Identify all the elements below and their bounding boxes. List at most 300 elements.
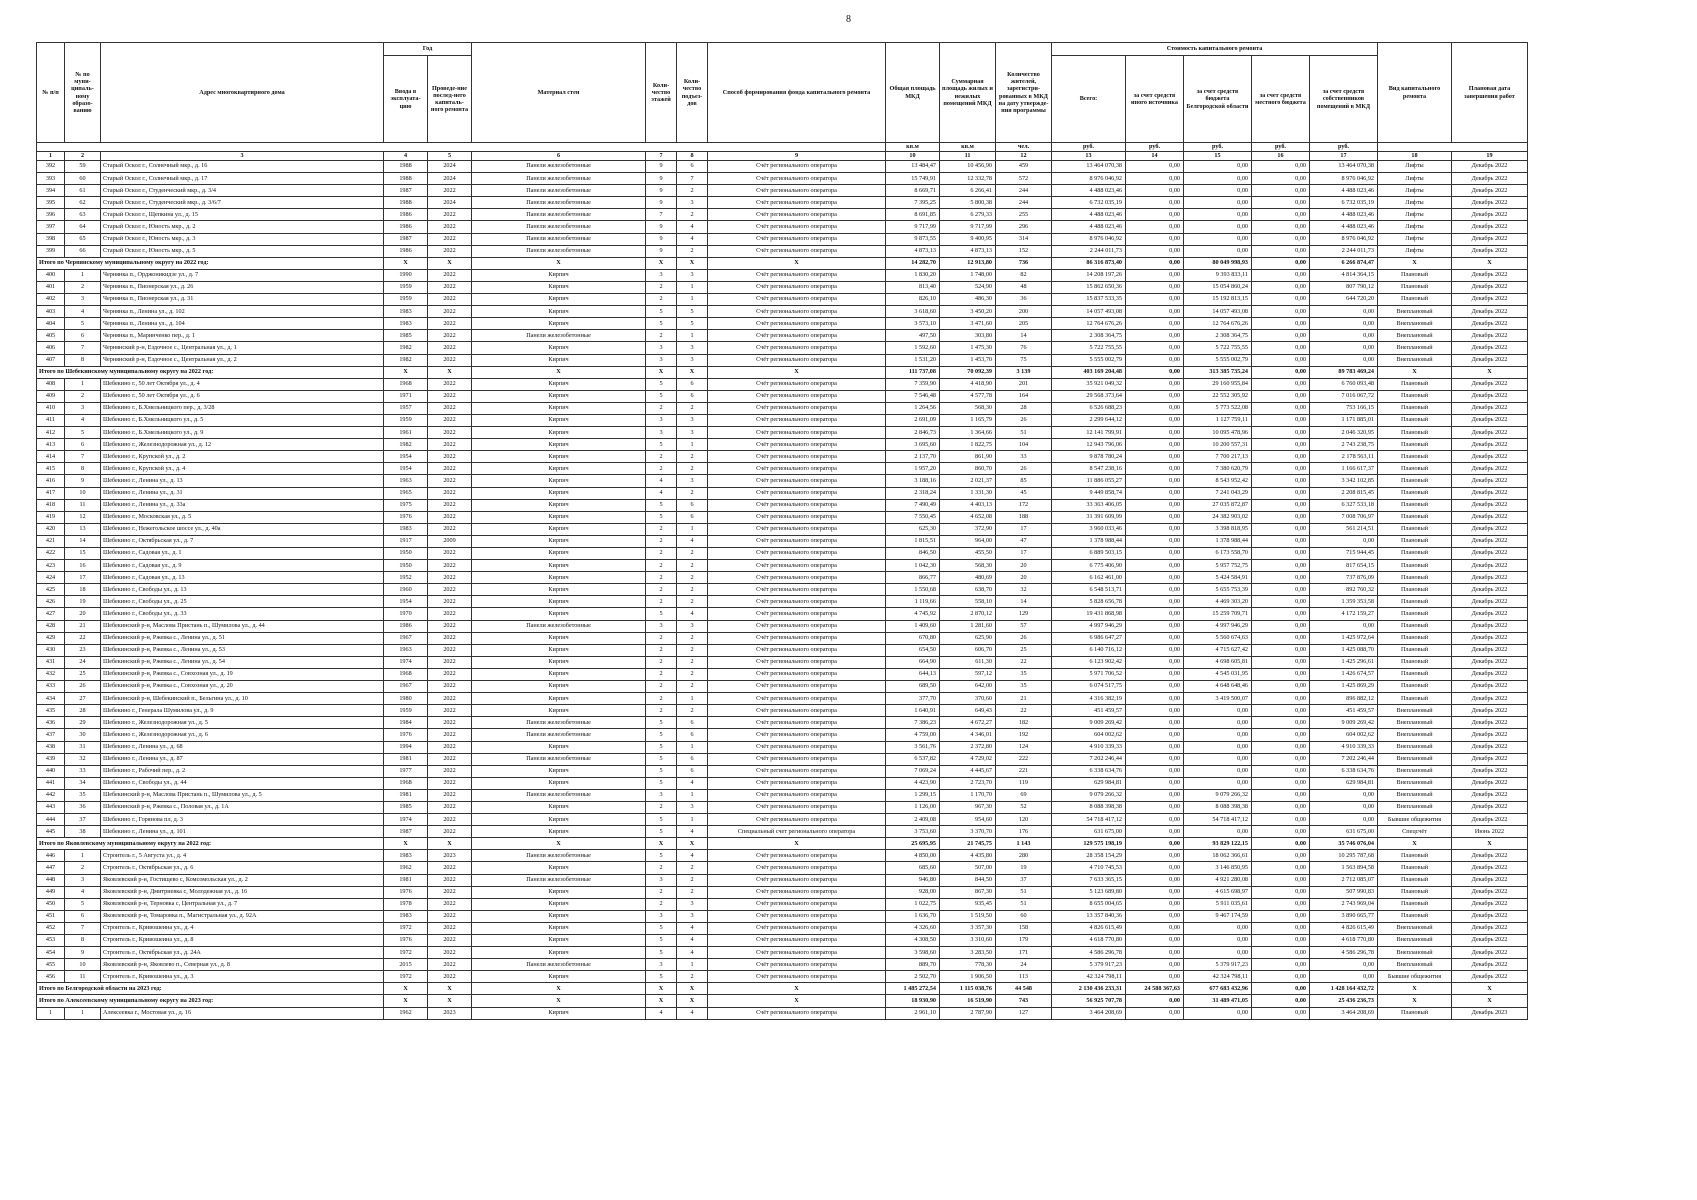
subtotal-cell: X [1378, 838, 1452, 850]
header-col-5: Проведе-ние послед-него капиталь-ного ремонта [428, 56, 472, 143]
table-cell: 1 119,66 [886, 596, 940, 608]
table-cell: Счёт регионального оператора [708, 209, 886, 221]
table-cell: 480,69 [940, 572, 996, 584]
table-cell: 1976 [384, 729, 428, 741]
subtotal-cell: 0,00 [1252, 257, 1310, 269]
subtotal-row [37, 995, 1528, 1007]
table-cell: 35 [65, 789, 101, 801]
table-cell: 10 295 787,68 [1310, 850, 1378, 862]
table-cell: Шебекино г., Крупской ул., д. 2 [101, 451, 384, 463]
table-cell: 2022 [428, 185, 472, 197]
table-row [37, 862, 1528, 874]
table-cell: Шебекинский р-н, Ржевка с., Ленина ул., д. 51 [101, 632, 384, 644]
table-cell: 0,00 [1252, 886, 1310, 898]
table-cell: Панели железобетонные [472, 173, 646, 185]
table-row [37, 535, 1528, 547]
subtotal-cell: X [384, 995, 428, 1007]
table-cell: 1976 [384, 511, 428, 523]
table-cell: 2022 [428, 947, 472, 959]
subtotal-title: Итого по Яковлевскому муниципальному округу на 2022 год: [37, 838, 384, 850]
table-cell: 1971 [384, 390, 428, 402]
table-cell: 446 [37, 850, 65, 862]
table-cell: Панели железобетонные [472, 221, 646, 233]
table-cell: 5 [677, 318, 708, 330]
table-cell: 3 [677, 269, 708, 281]
header-year-group: Год [384, 43, 472, 56]
table-cell: 9 [646, 245, 677, 257]
table-cell: 9 [646, 233, 677, 245]
table-cell: 5 [646, 318, 677, 330]
table-cell: 6 986 647,27 [1052, 632, 1126, 644]
table-cell: 370,60 [940, 693, 996, 705]
table-cell: 405 [37, 330, 65, 342]
table-row [37, 499, 1528, 511]
table-row [37, 221, 1528, 233]
table-cell: 0,00 [1252, 620, 1310, 632]
table-cell: 1 425 296,61 [1310, 656, 1378, 668]
table-cell: 497,50 [886, 330, 940, 342]
table-row [37, 197, 1528, 209]
table-cell: Декабрь 2022 [1452, 475, 1528, 487]
table-cell: 2024 [428, 161, 472, 173]
subtotal-cell: 12 913,80 [940, 257, 996, 269]
table-cell: 3 419 500,07 [1184, 693, 1252, 705]
table-cell: 629 984,81 [1052, 777, 1126, 789]
table-row [37, 294, 1528, 306]
table-cell: Лифты [1378, 221, 1452, 233]
table-cell: 31 [65, 741, 101, 753]
table-cell: Плановый [1378, 632, 1452, 644]
table-cell: 0,00 [1126, 354, 1184, 366]
table-cell: 4 672,27 [940, 717, 996, 729]
table-cell: 0,00 [1252, 1007, 1310, 1019]
table-cell: 0,00 [1126, 741, 1184, 753]
table-cell: 14 [65, 535, 101, 547]
table-cell: Плановый [1378, 644, 1452, 656]
column-number-cell: 1 [37, 152, 65, 161]
table-cell: Внеплановый [1378, 705, 1452, 717]
subtotal-cell: 86 316 873,40 [1052, 257, 1126, 269]
table-cell: 445 [37, 826, 65, 838]
table-cell: 416 [37, 475, 65, 487]
table-cell: 2 712 085,07 [1310, 874, 1378, 886]
table-cell: Счёт регионального оператора [708, 221, 886, 233]
table-cell: 64 [65, 221, 101, 233]
table-cell: Кирпич [472, 705, 646, 717]
table-cell: 4 997 946,29 [1184, 620, 1252, 632]
table-row [37, 668, 1528, 680]
table-cell: 414 [37, 451, 65, 463]
table-cell: 8 543 952,42 [1184, 475, 1252, 487]
table-cell: 2009 [428, 535, 472, 547]
table-cell: 8 [65, 354, 101, 366]
table-cell: 3 960 033,46 [1052, 523, 1126, 535]
table-cell: 0,00 [1126, 414, 1184, 426]
table-cell: Плановый [1378, 294, 1452, 306]
table-cell: 844,50 [940, 874, 996, 886]
table-cell: 0,00 [1126, 281, 1184, 293]
table-cell: 2022 [428, 681, 472, 693]
subtotal-cell: X [428, 995, 472, 1007]
header-col-16: за счет средств местного бюджета [1252, 56, 1310, 143]
table-cell: Декабрь 2022 [1452, 390, 1528, 402]
table-cell: 6 [677, 717, 708, 729]
table-cell: 32 [65, 753, 101, 765]
table-cell: 1 [677, 789, 708, 801]
table-cell: 0,00 [1184, 221, 1252, 233]
table-cell: 1 425 869,29 [1310, 681, 1378, 693]
table-cell: Счёт регионального оператора [708, 765, 886, 777]
table-cell: 1 640,91 [886, 705, 940, 717]
table-cell: 0,00 [1126, 608, 1184, 620]
table-cell: 1 550,68 [886, 584, 940, 596]
table-cell: Кирпич [472, 922, 646, 934]
table-cell: 642,00 [940, 681, 996, 693]
table-cell: 1976 [384, 886, 428, 898]
table-cell: 0,00 [1126, 644, 1184, 656]
table-row [37, 729, 1528, 741]
table-cell: 5 [646, 499, 677, 511]
table-cell: 1986 [384, 245, 428, 257]
table-cell: 413 [37, 439, 65, 451]
table-cell: 0,00 [1252, 572, 1310, 584]
table-cell: 2 [646, 886, 677, 898]
table-cell: 5 [646, 390, 677, 402]
table-cell: 1 364,66 [940, 427, 996, 439]
table-cell: 5 379 917,23 [1184, 959, 1252, 971]
table-cell: 62 [65, 197, 101, 209]
table-cell: 2 [677, 451, 708, 463]
table-cell: 4 418,90 [940, 378, 996, 390]
subtotal-cell: X [472, 838, 646, 850]
table-cell: 558,10 [940, 596, 996, 608]
table-cell: 1 906,50 [940, 971, 996, 983]
table-cell: 32 [996, 584, 1052, 596]
table-cell: Шебекинский р-н, Ржевка с., Совхозная ул., д. 20 [101, 681, 384, 693]
table-cell: Счёт регионального оператора [708, 935, 886, 947]
table-cell: 0,00 [1310, 959, 1378, 971]
table-cell: 1 822,75 [940, 439, 996, 451]
table-cell: 2022 [428, 402, 472, 414]
table-cell: 451 [37, 910, 65, 922]
table-cell: Декабрь 2022 [1452, 765, 1528, 777]
table-cell: 2 299 644,12 [1052, 414, 1126, 426]
table-cell: 0,00 [1126, 862, 1184, 874]
table-cell: 12 332,78 [940, 173, 996, 185]
table-cell: 18 [65, 584, 101, 596]
table-cell: 2022 [428, 330, 472, 342]
table-cell: Кирпич [472, 971, 646, 983]
table-cell: 392 [37, 161, 65, 173]
table-cell: 3 [646, 414, 677, 426]
table-cell: 1 126,00 [886, 801, 940, 813]
table-cell: 649,43 [940, 705, 996, 717]
table-cell: 0,00 [1252, 197, 1310, 209]
table-cell: 2022 [428, 886, 472, 898]
table-cell: 2022 [428, 922, 472, 934]
table-cell: 424 [37, 572, 65, 584]
table-cell: Старый Оскол г., Юность мкр., д. 2 [101, 221, 384, 233]
table-cell: 6 [677, 753, 708, 765]
subtotal-cell: X [646, 257, 677, 269]
table-cell: Шебекино г., Садовая ул., д. 1 [101, 548, 384, 560]
table-cell: 0,00 [1252, 741, 1310, 753]
table-cell: Кирпич [472, 801, 646, 813]
table-cell: 406 [37, 342, 65, 354]
table-cell: 1985 [384, 801, 428, 813]
column-number-cell: 9 [708, 152, 886, 161]
table-cell: 4 488 023,46 [1052, 209, 1126, 221]
table-cell: Лифты [1378, 245, 1452, 257]
table-cell: 440 [37, 765, 65, 777]
subtotal-cell: X [472, 995, 646, 1007]
table-cell: 0,00 [1252, 959, 1310, 971]
table-cell: 1 426 674,57 [1310, 668, 1378, 680]
table-cell: 119 [996, 777, 1052, 789]
table-cell: 2 [646, 656, 677, 668]
table-cell: 817 654,15 [1310, 560, 1378, 572]
table-cell: 60 [996, 910, 1052, 922]
table-cell: 0,00 [1252, 342, 1310, 354]
table-cell: Счёт регионального оператора [708, 596, 886, 608]
table-cell: 448 [37, 874, 65, 886]
table-cell: 422 [37, 548, 65, 560]
table-cell: 2 502,70 [886, 971, 940, 983]
table-cell: Плановый [1378, 584, 1452, 596]
table-cell: 2022 [428, 354, 472, 366]
table-cell: 1 171 885,01 [1310, 414, 1378, 426]
table-cell: Кирпич [472, 608, 646, 620]
table-row [37, 681, 1528, 693]
table-cell: 377,70 [886, 693, 940, 705]
table-cell: Декабрь 2022 [1452, 378, 1528, 390]
table-cell: Кирпич [472, 656, 646, 668]
table-cell: 8 691,85 [886, 209, 940, 221]
table-cell: 2022 [428, 463, 472, 475]
table-cell: 26 [996, 463, 1052, 475]
table-cell: Кирпич [472, 947, 646, 959]
table-cell: 0,00 [1252, 233, 1310, 245]
table-cell: 127 [996, 1007, 1052, 1019]
column-number-cell: 17 [1310, 152, 1378, 161]
table-cell: 0,00 [1126, 874, 1184, 886]
table-cell: 411 [37, 414, 65, 426]
table-cell: 2022 [428, 414, 472, 426]
table-cell: 2 961,10 [886, 1007, 940, 1019]
table-cell: Декабрь 2022 [1452, 402, 1528, 414]
table-cell: Счёт регионального оператора [708, 318, 886, 330]
table-cell: Кирпич [472, 572, 646, 584]
table-cell: Плановый [1378, 560, 1452, 572]
table-cell: 3 450,20 [940, 306, 996, 318]
table-cell: Яковлевский р-н, Дмитриевка с, Молодежная ул., д. 16 [101, 886, 384, 898]
table-cell: 2 [65, 281, 101, 293]
table-cell: 1 299,15 [886, 789, 940, 801]
subtotal-cell: X [646, 995, 677, 1007]
table-cell: 0,00 [1184, 777, 1252, 789]
table-cell: 441 [37, 777, 65, 789]
table-cell: 427 [37, 608, 65, 620]
table-cell: 1981 [384, 789, 428, 801]
table-cell: 3 357,30 [940, 922, 996, 934]
header-col-9: Способ формирования фонда капитального ремонта [708, 43, 886, 143]
table-cell: 25 [996, 644, 1052, 656]
table-cell: 1994 [384, 741, 428, 753]
table-cell: Старый Оскол г., Студенческий мкр., д. 3/6/7 [101, 197, 384, 209]
subtotal-title: Итого по Алексеевскому муниципальному округу на 2023 год: [37, 995, 384, 1007]
table-cell: Шебекино г., Московская ул., д. 5 [101, 511, 384, 523]
table-cell: 4 759,00 [886, 729, 940, 741]
table-cell: Кирпич [472, 560, 646, 572]
table-cell: 2 244 011,73 [1052, 245, 1126, 257]
table-cell: 28 358 154,29 [1052, 850, 1126, 862]
table-cell: Счёт регионального оператора [708, 971, 886, 983]
table-cell: 0,00 [1252, 523, 1310, 535]
table-cell: 0,00 [1184, 729, 1252, 741]
table-cell: 1986 [384, 620, 428, 632]
table-row [37, 185, 1528, 197]
table-cell: 1 [677, 294, 708, 306]
table-cell: 2 [65, 390, 101, 402]
table-cell: Шебекинский р-н, Маслова Пристань п., Шумилова ул., д. 44 [101, 620, 384, 632]
table-cell: Яковлевский р-н, Терновка с, Центральная ул., д. 7 [101, 898, 384, 910]
table-cell: 3 [646, 789, 677, 801]
table-cell: 6 279,33 [940, 209, 996, 221]
table-cell: 0,00 [1184, 935, 1252, 947]
table-cell: Счёт регионального оператора [708, 644, 886, 656]
table-cell: 3 [646, 910, 677, 922]
table-cell: Шебекино г., 50 лет Октября ул., д. 6 [101, 390, 384, 402]
table-cell: Шебекино г., Свободы ул., д. 25 [101, 596, 384, 608]
table-cell: 14 208 197,26 [1052, 269, 1126, 281]
table-cell: 2022 [428, 306, 472, 318]
table-cell: 452 [37, 922, 65, 934]
table-cell: 2022 [428, 765, 472, 777]
table-cell: Плановый [1378, 535, 1452, 547]
subtotal-cell: 56 925 707,78 [1052, 995, 1126, 1007]
subtotal-cell: 0,00 [1126, 366, 1184, 378]
table-cell: 0,00 [1252, 681, 1310, 693]
table-cell: 0,00 [1252, 765, 1310, 777]
table-cell: 6 732 035,19 [1310, 197, 1378, 209]
table-cell: 76 [996, 342, 1052, 354]
table-cell: 60 [65, 173, 101, 185]
table-cell: 4 997 946,29 [1052, 620, 1126, 632]
table-cell: 0,00 [1252, 427, 1310, 439]
table-cell: 2 [646, 681, 677, 693]
table-cell: 1960 [384, 584, 428, 596]
table-cell: 0,00 [1126, 886, 1184, 898]
table-cell: Плановый [1378, 681, 1452, 693]
table-cell: Шебекино г., Свободы ул., д. 13 [101, 584, 384, 596]
table-cell: 6 162 461,00 [1052, 572, 1126, 584]
table-row [37, 826, 1528, 838]
table-cell: 0,00 [1252, 644, 1310, 656]
table-cell: 1974 [384, 656, 428, 668]
table-cell: Старый Оскол г., Щепкина ул., д. 15 [101, 209, 384, 221]
table-cell: Плановый [1378, 898, 1452, 910]
table-cell: 0,00 [1184, 717, 1252, 729]
table-cell: Счёт регионального оператора [708, 620, 886, 632]
table-cell: 2 [677, 584, 708, 596]
table-cell: 0,00 [1252, 402, 1310, 414]
table-cell: Кирпич [472, 886, 646, 898]
table-cell: Счёт регионального оператора [708, 269, 886, 281]
table-cell: 9 717,99 [940, 221, 996, 233]
table-cell: 1963 [384, 644, 428, 656]
table-cell: 2 [677, 548, 708, 560]
subtotal-cell: X [384, 983, 428, 995]
table-cell: Декабрь 2022 [1452, 874, 1528, 886]
header-cost-group: Стоимость капитального ремонта [1052, 43, 1378, 56]
table-cell: 1 [37, 1007, 65, 1019]
table-cell: 5 [646, 378, 677, 390]
table-cell: 2022 [428, 499, 472, 511]
table-cell: 14 057 493,08 [1184, 306, 1252, 318]
table-cell: 5 [646, 608, 677, 620]
table-cell: 5 [646, 729, 677, 741]
table-cell: 2022 [428, 656, 472, 668]
table-row [37, 789, 1528, 801]
table-cell: 5 [646, 741, 677, 753]
table-cell: Строитель г., Кривошеина ул., д. 3 [101, 971, 384, 983]
table-cell: 419 [37, 511, 65, 523]
subtotal-cell: X [1452, 983, 1528, 995]
table-row [37, 959, 1528, 971]
table-cell: 2 [646, 898, 677, 910]
subtotal-cell: X [677, 983, 708, 995]
table-cell: 4 469 303,20 [1184, 596, 1252, 608]
table-cell: 434 [37, 693, 65, 705]
table-cell: Спецсчёт [1378, 826, 1452, 838]
subtotal-cell: 6 266 874,47 [1310, 257, 1378, 269]
table-cell: 182 [996, 717, 1052, 729]
table-cell: 7 202 246,44 [1052, 753, 1126, 765]
table-cell: 1954 [384, 463, 428, 475]
table-cell: Плановый [1378, 402, 1452, 414]
table-cell: 0,00 [1126, 765, 1184, 777]
table-cell: 1972 [384, 971, 428, 983]
table-cell: 0,00 [1184, 826, 1252, 838]
table-cell: 1961 [384, 427, 428, 439]
table-cell: 33 363 406,05 [1052, 499, 1126, 511]
table-cell: 2 [677, 572, 708, 584]
subtotal-title: Итого по Шебекинскому муниципальному округу на 2022 год: [37, 366, 384, 378]
table-cell: Панели железобетонные [472, 959, 646, 971]
table-cell: 2022 [428, 644, 472, 656]
subtotal-cell: 403 169 204,48 [1052, 366, 1126, 378]
table-cell: 0,00 [1184, 197, 1252, 209]
table-cell: 402 [37, 294, 65, 306]
table-cell: 397 [37, 221, 65, 233]
table-cell: 807 790,12 [1310, 281, 1378, 293]
header-col-19: Плановая дата завершения работ [1452, 43, 1528, 143]
table-cell: 2022 [428, 584, 472, 596]
table-cell: 0,00 [1126, 390, 1184, 402]
table-row [37, 548, 1528, 560]
table-cell: 1 [677, 439, 708, 451]
unit-cell: чел. [996, 143, 1052, 152]
table-cell: 1980 [384, 693, 428, 705]
table-cell: 222 [996, 753, 1052, 765]
table-cell: 0,00 [1252, 789, 1310, 801]
table-cell: 0,00 [1126, 1007, 1184, 1019]
table-cell: 2022 [428, 971, 472, 983]
table-cell: 4 308,50 [886, 935, 940, 947]
table-cell: Плановый [1378, 463, 1452, 475]
table-cell: 33 [996, 451, 1052, 463]
table-cell: Декабрь 2022 [1452, 971, 1528, 983]
